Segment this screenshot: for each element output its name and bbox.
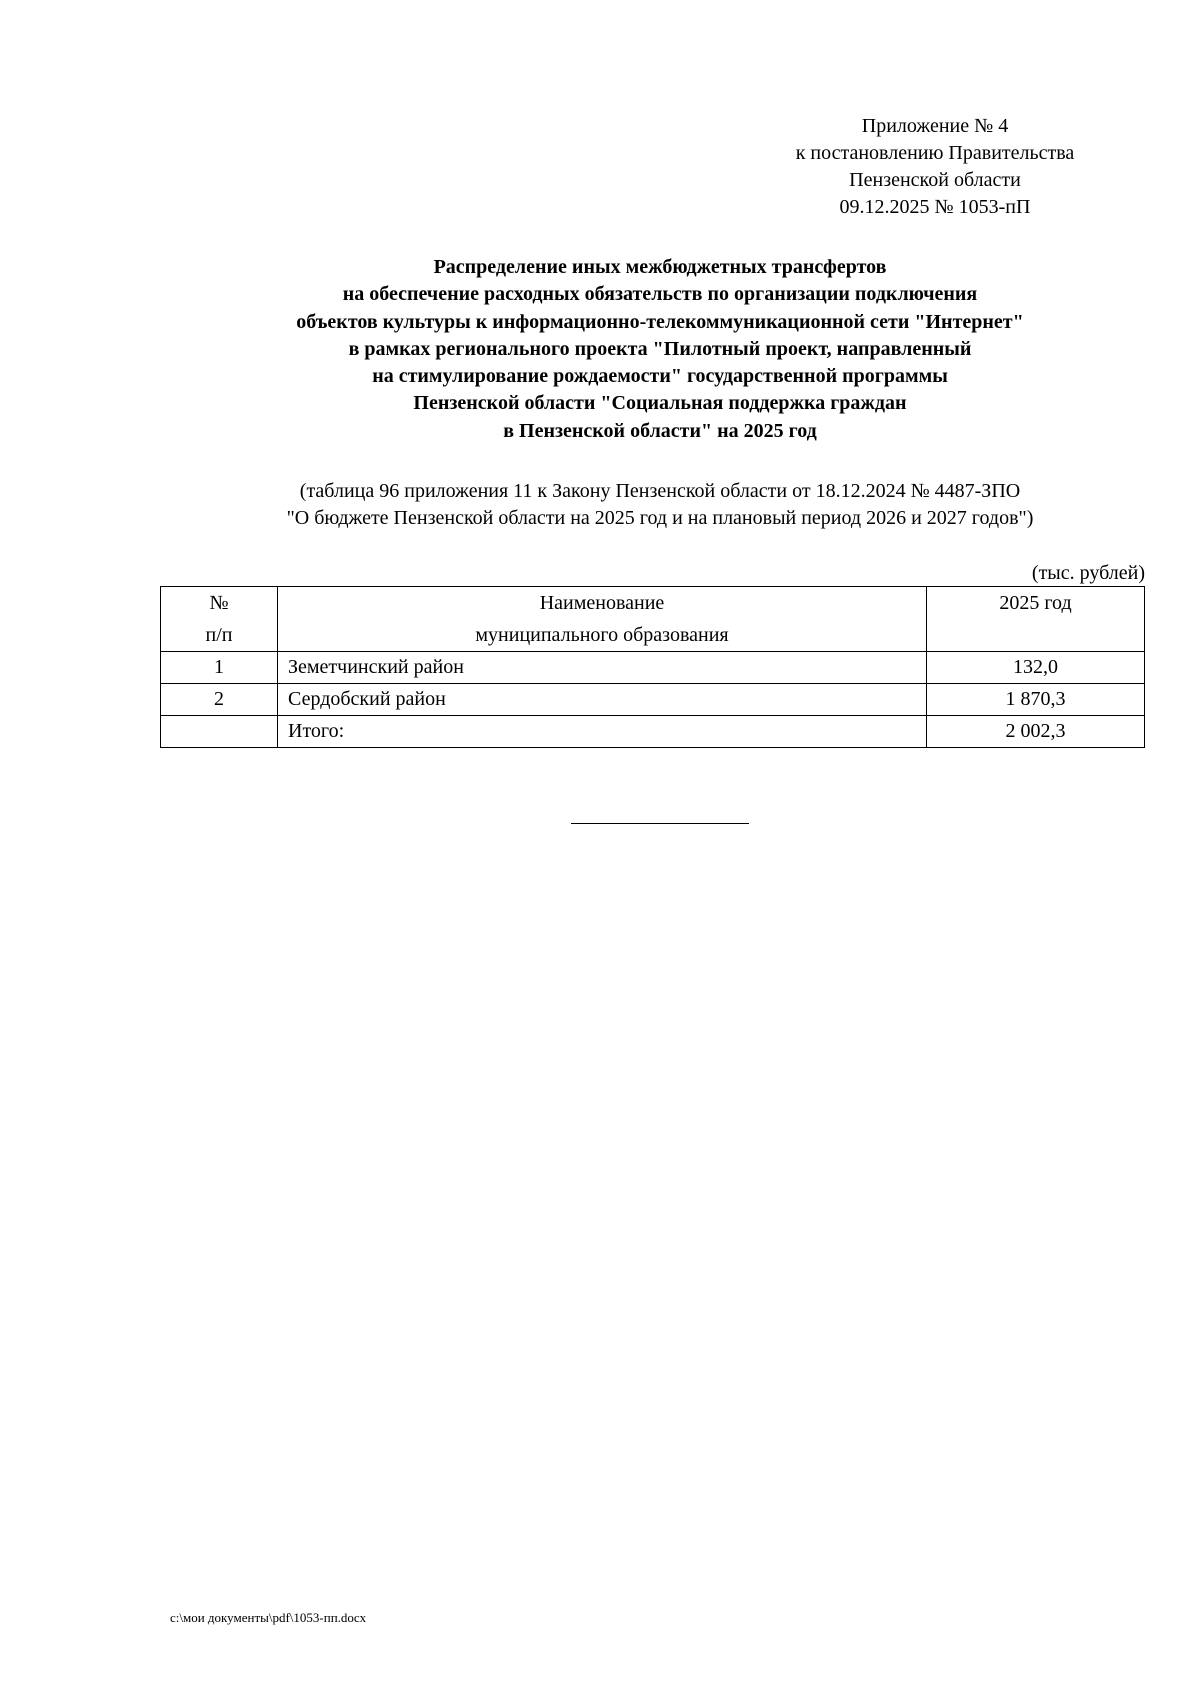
law-reference-line: (таблица 96 приложения 11 к Закону Пензенской области от 18.12.2024 № 4487-ЗПО bbox=[299, 480, 1021, 502]
header-municipality-line1: Наименование bbox=[539, 592, 665, 614]
footer-file-path: c:\мои документы\pdf\1053-пп.docx bbox=[170, 1610, 367, 1625]
title-line: в рамках регионального проекта "Пилотный проект, направленный bbox=[348, 337, 972, 360]
header-number-line2: п/п bbox=[205, 624, 233, 646]
header-number-line1: № bbox=[209, 592, 229, 614]
decree-date-number: 09.12.2025 № 1053-пП bbox=[839, 196, 1031, 218]
end-divider bbox=[571, 823, 749, 824]
title-line: Распределение иных межбюджетных трансфертов bbox=[433, 256, 887, 278]
header-number bbox=[161, 587, 278, 652]
title-line: на стимулирование рождаемости" государственной программы bbox=[372, 365, 948, 388]
title-line: объектов культуры к информационно-телекоммуникационной сети "Интернет" bbox=[296, 310, 1024, 333]
document-title bbox=[160, 254, 1160, 445]
row-municipality: Земетчинский район bbox=[278, 652, 927, 684]
unit-label: (тыс. рублей) bbox=[1031, 562, 1145, 584]
appendix-number: Приложение № 4 bbox=[861, 115, 1009, 137]
table-row bbox=[161, 652, 1145, 684]
row-number: 1 bbox=[161, 652, 278, 684]
law-reference bbox=[160, 478, 1160, 532]
allocation-table bbox=[160, 586, 1145, 748]
row-amount: 132,0 bbox=[927, 652, 1145, 684]
table-header-row bbox=[161, 587, 1145, 652]
header-year: 2025 год bbox=[927, 587, 1145, 652]
law-reference-line: "О бюджете Пензенской области на 2025 год и на плановый период 2026 и 2027 годов") bbox=[286, 507, 1034, 529]
appendix-header bbox=[760, 113, 1110, 221]
header-municipality-line2: муниципального образования bbox=[475, 624, 729, 646]
row-amount: 1 870,3 bbox=[927, 684, 1145, 716]
region-name: Пензенской области bbox=[849, 169, 1021, 191]
title-line: на обеспечение расходных обязательств по организации подключения bbox=[342, 283, 978, 306]
title-line: Пензенской области "Социальная поддержка граждан bbox=[413, 392, 907, 415]
title-line: в Пензенской области" на 2025 год bbox=[503, 419, 817, 442]
total-label: Итого: bbox=[278, 716, 927, 748]
table-row bbox=[161, 684, 1145, 716]
total-amount: 2 002,3 bbox=[927, 716, 1145, 748]
total-number bbox=[161, 716, 278, 748]
decree-reference: к постановлению Правительства bbox=[795, 142, 1075, 164]
total-row bbox=[161, 716, 1145, 748]
header-municipality bbox=[278, 587, 927, 652]
row-municipality: Сердобский район bbox=[278, 684, 927, 716]
row-number: 2 bbox=[161, 684, 278, 716]
